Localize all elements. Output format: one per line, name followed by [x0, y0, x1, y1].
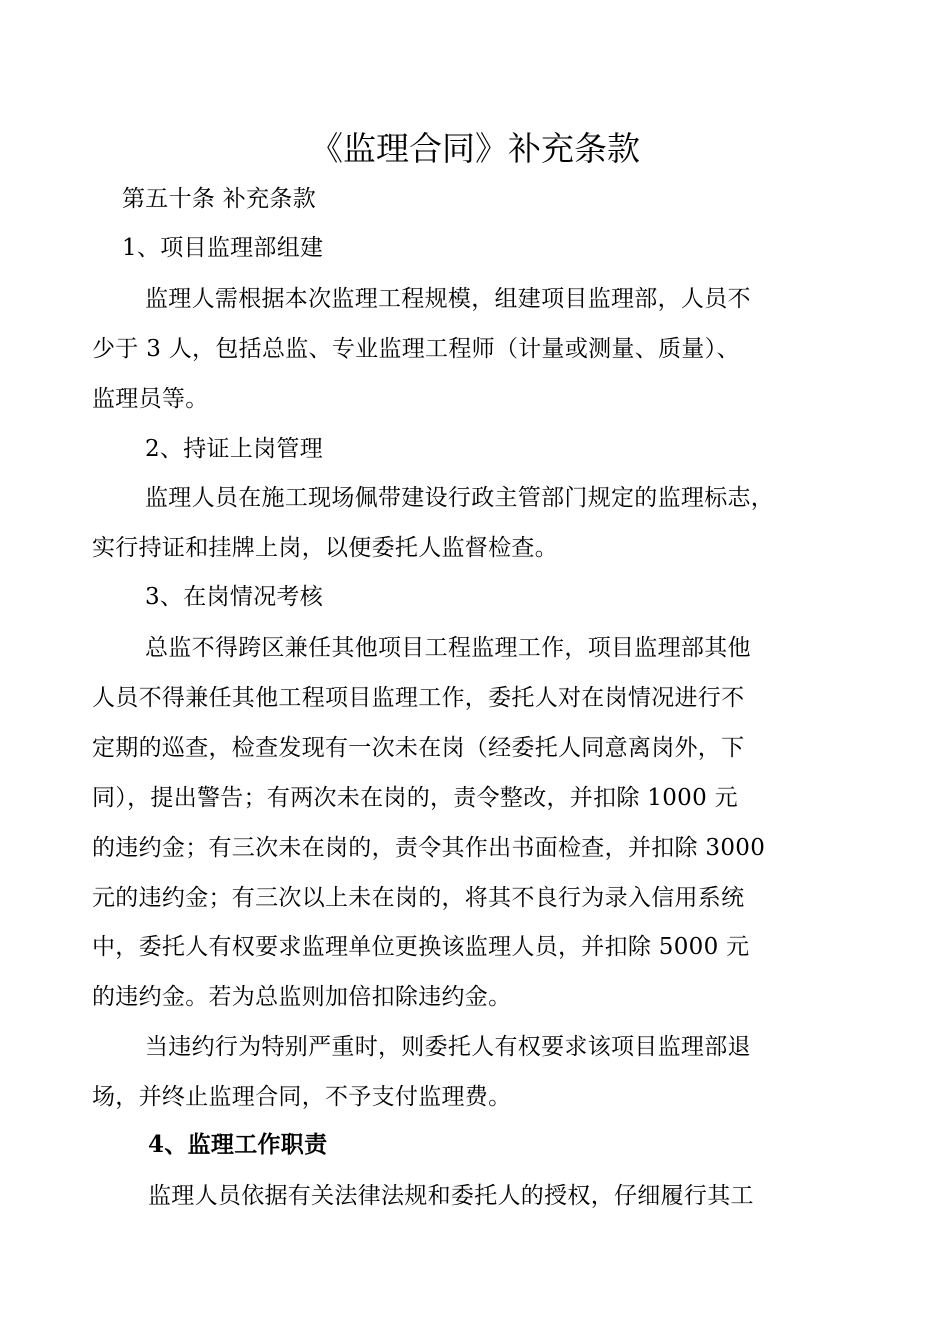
paragraph-line: 的违约金；有三次未在岗的，责令其作出书面检查，并扣除 3000 [92, 835, 766, 861]
paragraph-line: 实行持证和挂牌上岗，以便委托人监督检查。 [92, 535, 558, 561]
paragraph-line: 人员不得兼任其他工程项目监理工作，委托人对在岗情况进行不 [92, 685, 745, 711]
paragraph-line: 监理人需根据本次监理工程规模，组建项目监理部，人员不 [145, 286, 751, 312]
paragraph-line: 监理员等。 [92, 386, 209, 412]
section-heading-4: 4、监理工作职责 [148, 1131, 328, 1158]
paragraph-line: 同），提出警告；有两次未在岗的，责令整改，并扣除 1000 元 [92, 785, 738, 811]
section-heading-1: 1、项目监理部组建 [122, 235, 324, 261]
paragraph-line: 元的违约金；有三次以上未在岗的，将其不良行为录入信用系统 [92, 885, 745, 911]
paragraph-line: 定期的巡查，检查发现有一次未在岗（经委托人同意离岗外，下 [92, 735, 745, 761]
article-heading: 第五十条 补充条款 [122, 186, 317, 212]
section-heading-3: 3、在岗情况考核 [145, 584, 324, 610]
section-heading-2: 2、持证上岗管理 [145, 436, 324, 462]
paragraph-line: 当违约行为特别严重时，则委托人有权要求该项目监理部退 [145, 1034, 751, 1060]
paragraph-line: 场，并终止监理合同，不予支付监理费。 [92, 1084, 512, 1110]
document-title: 《监理合同》补充条款 [310, 129, 640, 168]
paragraph-line: 的违约金。若为总监则加倍扣除违约金。 [92, 984, 512, 1010]
paragraph-line: 总监不得跨区兼任其他项目工程监理工作，项目监理部其他 [145, 635, 751, 661]
paragraph-line: 中，委托人有权要求监理单位更换该监理人员，并扣除 5000 元 [92, 934, 750, 960]
paragraph-line: 监理人员依据有关法律法规和委托人的授权，仔细履行其工 [148, 1183, 754, 1209]
paragraph-line: 少于 3 人，包括总监、专业监理工程师（计量或测量、质量）、 [92, 336, 740, 362]
paragraph-line: 监理人员在施工现场佩带建设行政主管部门规定的监理标志， [145, 485, 775, 511]
